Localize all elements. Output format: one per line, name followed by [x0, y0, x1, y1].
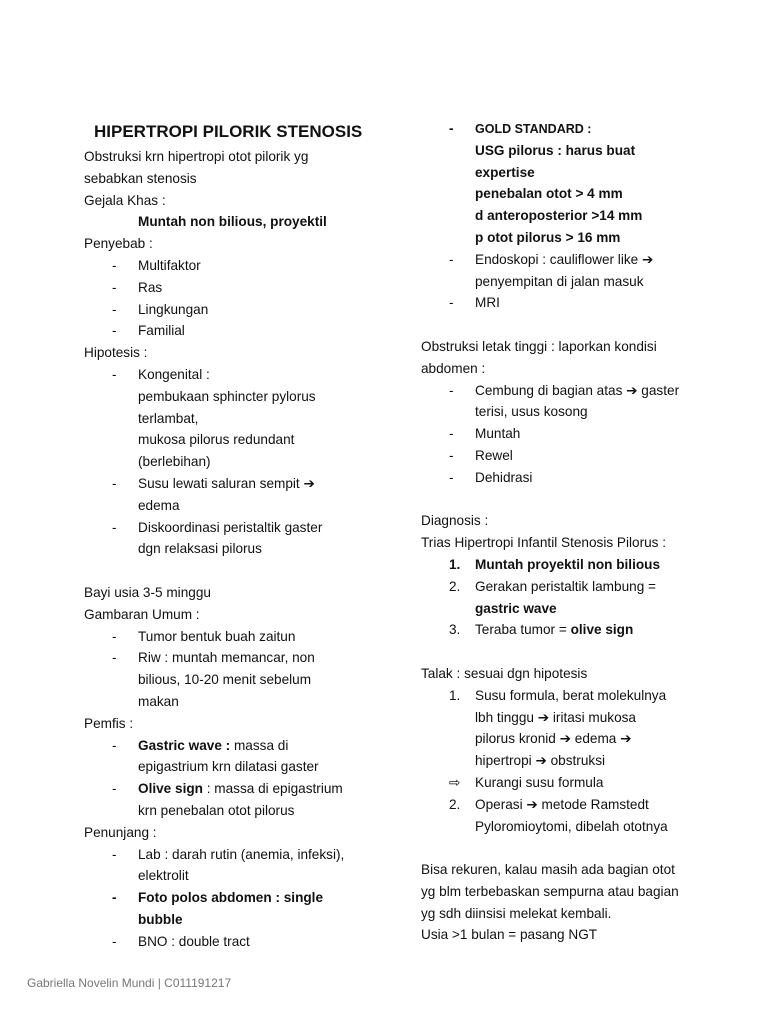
list-marker: - — [449, 447, 454, 463]
blank-line — [84, 560, 384, 582]
list-item — [84, 887, 384, 909]
line-text: Obstruksi letak tinggi : laporkan kondisi — [421, 338, 657, 354]
line-text: Kongenital : — [138, 366, 210, 382]
line-text: yg blm terbebaskan sempurna atau bagian — [421, 883, 679, 899]
line-text: hipertropi ➔ obstruksi — [475, 753, 606, 769]
text-line — [84, 429, 384, 451]
line-text: Bayi usia 3-5 minggu — [84, 584, 211, 600]
blank-line — [421, 314, 721, 336]
text-line — [421, 903, 721, 925]
line-text: BNO : double tract — [138, 933, 250, 949]
list-marker: - — [112, 366, 117, 382]
list-item — [84, 647, 384, 669]
text-line — [84, 408, 384, 430]
text-line — [421, 859, 721, 881]
list-marker: - — [112, 650, 117, 666]
list-marker: 2. — [449, 578, 461, 594]
text-line — [421, 271, 721, 293]
list-item — [421, 292, 721, 314]
text-line — [421, 336, 721, 358]
line-text: Hipotesis : — [84, 345, 148, 361]
text-line — [84, 909, 384, 931]
list-item — [421, 554, 721, 576]
line-text: bilious, 10-20 menit sebelum — [138, 672, 312, 688]
line-text: abdomen : — [421, 360, 486, 376]
line-text: yg sdh diinsisi melekat kembali. — [421, 905, 612, 921]
line-text: lbh tinggu ➔ iritasi mukosa — [475, 709, 636, 725]
text-line — [84, 582, 384, 604]
line-text: Pyloromioytomi, dibelah ototnya — [475, 818, 668, 834]
text-line — [421, 183, 721, 205]
line-text: Muntah non bilious, proyektil — [138, 214, 327, 230]
blank-line — [421, 641, 721, 663]
text-line — [84, 604, 384, 626]
right-column — [421, 118, 721, 946]
list-marker: - — [449, 469, 454, 485]
text-line — [421, 663, 721, 685]
list-marker: - — [112, 737, 117, 753]
text-line — [84, 168, 384, 190]
text-line — [421, 140, 721, 162]
list-item — [84, 844, 384, 866]
list-item — [421, 794, 721, 816]
document-title: HIPERTROPI PILORIK STENOSIS — [94, 122, 363, 141]
line-text: Lingkungan — [138, 301, 209, 317]
line-text: Multifaktor — [138, 257, 201, 273]
line-text: : massa di epigastrium — [206, 781, 343, 797]
line-text: Operasi ➔ metode Ramstedt — [475, 796, 649, 812]
list-marker: ⇨ — [449, 774, 461, 790]
line-text: gastric wave — [475, 600, 557, 616]
text-line — [84, 538, 384, 560]
list-item — [421, 619, 721, 641]
line-text: massa di — [233, 737, 289, 753]
text-line — [421, 162, 721, 184]
list-marker: - — [112, 933, 117, 949]
list-marker: 3. — [449, 622, 461, 638]
list-marker: - — [112, 628, 117, 644]
line-text: MRI — [475, 295, 500, 311]
line-text: elektrolit — [138, 868, 189, 884]
text-line — [421, 227, 721, 249]
list-marker: - — [112, 890, 117, 906]
list-marker: - — [449, 426, 454, 442]
text-line — [84, 342, 384, 364]
line-text: (berlebihan) — [138, 454, 211, 470]
page-footer: Gabriella Novelin Mundi | C011191217 — [27, 976, 232, 990]
left-column-lines — [84, 146, 384, 952]
list-item — [84, 364, 384, 386]
list-item — [84, 778, 384, 800]
line-text: krn penebalan otot pilorus — [138, 802, 295, 818]
list-marker: - — [112, 323, 117, 339]
text-line — [421, 598, 721, 620]
line-text: Diagnosis : — [421, 513, 489, 529]
line-text: bubble — [138, 911, 183, 927]
line-text: Muntah proyektil non bilious — [475, 556, 661, 572]
list-item — [421, 685, 721, 707]
list-item — [84, 931, 384, 953]
list-marker: - — [112, 519, 117, 535]
list-item — [421, 423, 721, 445]
text-line — [421, 205, 721, 227]
line-text: Gambaran Umum : — [84, 606, 200, 622]
list-item — [421, 380, 721, 402]
list-marker: - — [112, 475, 117, 491]
line-text: Gejala Khas : — [84, 192, 166, 208]
text-line — [421, 358, 721, 380]
blank-line — [421, 489, 721, 511]
line-text: Rewel — [475, 447, 513, 463]
line-text: pembukaan sphincter pylorus — [138, 388, 316, 404]
list-marker: - — [112, 846, 117, 862]
line-text: Penunjang : — [84, 824, 157, 840]
line-text: Kurangi susu formula — [475, 774, 604, 790]
line-text: sebabkan stenosis — [84, 170, 197, 186]
list-item — [84, 277, 384, 299]
line-text: Penyebab : — [84, 236, 153, 252]
line-text: Susu formula, berat molekulnya — [475, 687, 667, 703]
text-line — [421, 707, 721, 729]
line-text: terlambat, — [138, 410, 199, 426]
text-line — [421, 401, 721, 423]
line-text: Pemfis : — [84, 715, 134, 731]
text-line — [84, 691, 384, 713]
line-text: mukosa pilorus redundant — [138, 432, 295, 448]
text-line — [84, 495, 384, 517]
line-text: Usia >1 bulan = pasang NGT — [421, 927, 598, 943]
line-text: Gerakan peristaltik lambung = — [475, 578, 656, 594]
line-text: Muntah — [475, 426, 521, 442]
line-text: Diskoordinasi peristaltik gaster — [138, 519, 323, 535]
text-line — [421, 816, 721, 838]
text-line — [421, 924, 721, 946]
line-text: Ras — [138, 279, 163, 295]
line-text: Trias Hipertropi Infantil Stenosis Pilorus : — [421, 535, 667, 551]
text-line — [84, 669, 384, 691]
list-item — [84, 299, 384, 321]
list-marker: 2. — [449, 796, 461, 812]
list-marker: - — [449, 295, 454, 311]
line-text: GOLD STANDARD : — [475, 122, 592, 136]
line-text: USG pilorus : harus buat — [475, 142, 636, 158]
line-text: pilorus kronid ➔ edema ➔ — [475, 731, 632, 747]
line-text: Endoskopi : cauliflower like ➔ — [475, 251, 654, 267]
line-text: Riw : muntah memancar, non — [138, 650, 315, 666]
text-line — [84, 233, 384, 255]
line-text: penyempitan di jalan masuk — [475, 273, 644, 289]
line-text: Foto polos abdomen : single — [138, 890, 324, 906]
bold-term: Gastric wave : — [138, 737, 231, 753]
line-text: makan — [138, 693, 179, 709]
list-item — [84, 255, 384, 277]
right-column-lines — [421, 118, 721, 946]
text-line — [421, 728, 721, 750]
text-line — [421, 510, 721, 532]
text-line — [84, 822, 384, 844]
text-line — [84, 211, 384, 233]
list-marker: - — [112, 279, 117, 295]
text-line — [84, 146, 384, 168]
line-text: p otot pilorus > 16 mm — [475, 229, 621, 245]
line-text: Cembung di bagian atas ➔ gaster — [475, 382, 680, 398]
line-text: Tumor bentuk buah zaitun — [138, 628, 296, 644]
text-line — [421, 750, 721, 772]
list-marker: - — [112, 301, 117, 317]
line-text: Susu lewati saluran sempit ➔ — [138, 475, 315, 491]
list-item — [84, 517, 384, 539]
list-item — [84, 320, 384, 342]
list-item — [84, 473, 384, 495]
list-marker: - — [449, 382, 454, 398]
list-marker: 1. — [449, 556, 461, 572]
list-item — [421, 576, 721, 598]
line-text: Talak : sesuai dgn hipotesis — [421, 665, 588, 681]
line-text: Teraba tumor = — [475, 622, 567, 638]
line-text: edema — [138, 497, 180, 513]
line-text: epigastrium krn dilatasi gaster — [138, 759, 319, 775]
list-marker: - — [449, 121, 454, 136]
line-text: Lab : darah rutin (anemia, infeksi), — [138, 846, 345, 862]
text-line — [84, 451, 384, 473]
list-item — [84, 626, 384, 648]
list-item — [421, 772, 721, 794]
blank-line — [421, 837, 721, 859]
left-column — [84, 118, 384, 952]
line-text: Obstruksi krn hipertropi otot pilorik yg — [84, 149, 309, 164]
line-text: expertise — [475, 164, 535, 180]
text-line — [84, 713, 384, 735]
line-text: Bisa rekuren, kalau masih ada bagian otot — [421, 862, 675, 878]
list-item — [84, 735, 384, 757]
line-text: penebalan otot > 4 mm — [475, 186, 623, 202]
line-text: Dehidrasi — [475, 469, 533, 485]
list-item — [421, 118, 721, 140]
line-text: d anteroposterior >14 mm — [475, 208, 643, 224]
line-text: Familial — [138, 323, 185, 339]
line-text: dgn relaksasi pilorus — [138, 541, 262, 557]
list-item — [421, 445, 721, 467]
list-item — [421, 249, 721, 271]
text-line — [84, 756, 384, 778]
text-line — [84, 800, 384, 822]
text-line — [421, 532, 721, 554]
list-item — [421, 467, 721, 489]
text-line — [84, 190, 384, 212]
bold-term: Olive sign — [138, 781, 203, 797]
list-marker: - — [112, 781, 117, 797]
text-line — [421, 881, 721, 903]
list-marker: - — [112, 257, 117, 273]
list-marker: 1. — [449, 687, 461, 703]
list-marker: - — [449, 251, 454, 267]
bold-term: olive sign — [570, 622, 634, 638]
line-text: terisi, usus kosong — [475, 404, 588, 420]
text-line — [84, 386, 384, 408]
text-line — [84, 865, 384, 887]
